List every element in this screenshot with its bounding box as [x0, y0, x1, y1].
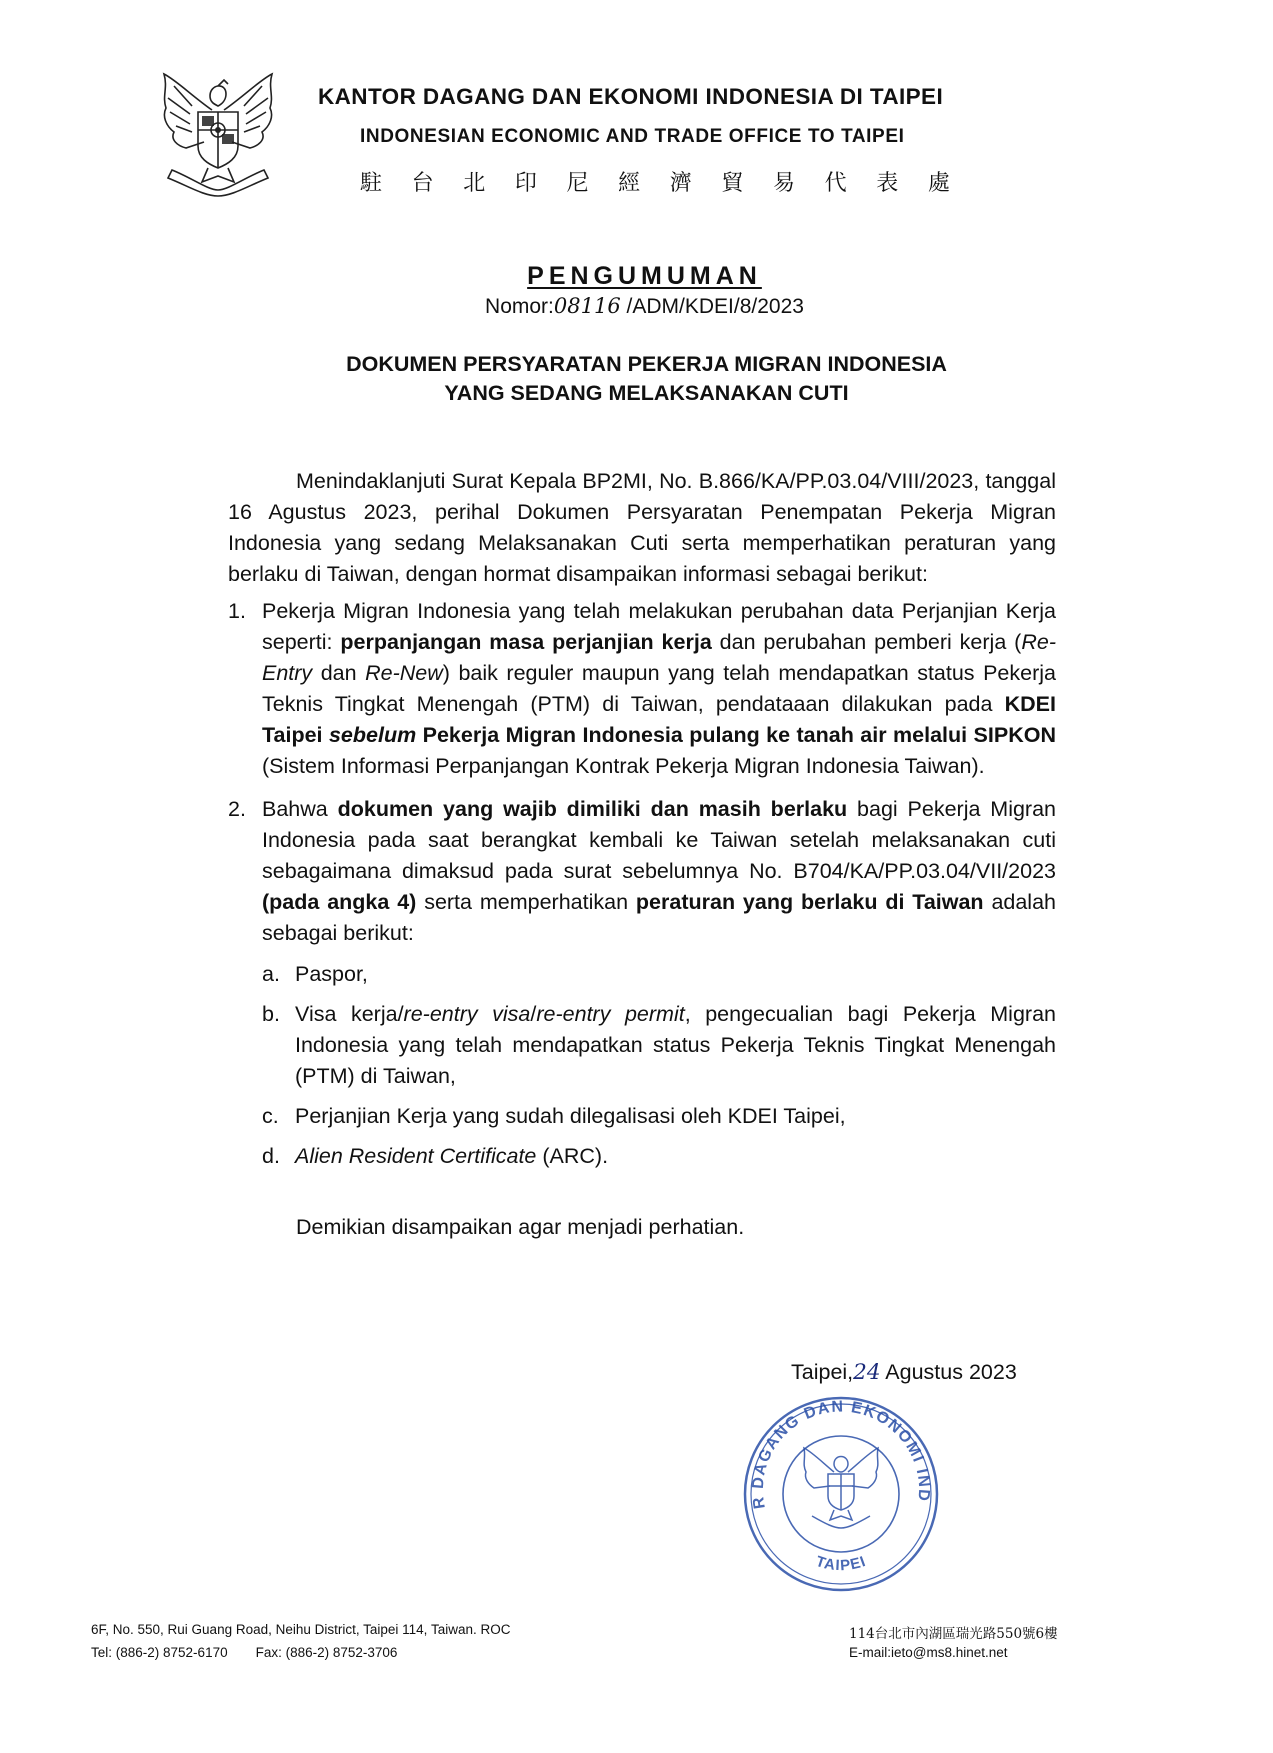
sub-item-d — [228, 1141, 1056, 1172]
bold-text: KDEI Taipei — [262, 692, 1056, 747]
text: (Sistem Informasi Perpanjangan Kontrak Pekerja Migran Indonesia Taiwan). — [262, 754, 985, 778]
garuda-emblem-icon — [152, 66, 284, 198]
text: serta memperhatikan — [416, 890, 636, 914]
footer-tel: Tel: (886-2) 8752-6170 — [91, 1645, 228, 1660]
italic-text: Re-Entry — [262, 630, 1056, 685]
chinese-char: 北 — [463, 171, 486, 196]
month-year-text: Agustus 2023 — [880, 1360, 1017, 1384]
sub-item-a — [228, 959, 1056, 990]
sub-letter: a. — [262, 962, 280, 986]
announcement-title-text: PENGUMUMAN — [527, 262, 762, 290]
text: dan — [312, 661, 366, 685]
chinese-char: 代 — [824, 171, 847, 196]
chinese-char: 表 — [876, 171, 899, 196]
text: Visa kerja/ — [295, 1002, 404, 1026]
bold-text: perpanjangan masa perjanjian kerja — [340, 630, 712, 654]
sub-item-c — [228, 1101, 1056, 1132]
list-number: 2. — [228, 797, 246, 821]
place-text: Taipei, — [791, 1360, 854, 1384]
number-suffix: /ADM/KDEI/8/2023 — [626, 295, 804, 318]
bold-italic-text: sebelum — [328, 723, 417, 747]
office-name-english: INDONESIAN ECONOMIC AND TRADE OFFICE TO TAIPEI — [360, 126, 905, 147]
number-prefix: Nomor: — [485, 295, 554, 318]
sub-item-b — [228, 999, 1056, 1092]
text: Paspor, — [295, 962, 368, 986]
bold-text: peraturan yang berlaku di Taiwan — [635, 890, 984, 914]
subject-line-2: YANG SEDANG MELAKSANAKAN CUTI — [444, 381, 849, 405]
svg-text:KANTOR DAGANG DAN EKONOMI INDO — [734, 1382, 932, 1510]
bold-text: Pekerja Migran Indonesia pulang ke tanah air melalui SIPKON — [416, 723, 1056, 747]
text: dan perubahan pemberi kerja ( — [711, 630, 1022, 654]
text: (ARC). — [536, 1144, 609, 1168]
bold-text: dokumen yang wajib dimiliki dan masih berlaku — [337, 797, 848, 821]
list-number: 1. — [228, 599, 246, 623]
text: Bahwa — [262, 797, 338, 821]
chinese-char: 濟 — [669, 171, 692, 196]
sub-letter: c. — [262, 1104, 279, 1128]
list-item-1 — [228, 596, 1056, 782]
chinese-char: 經 — [618, 171, 641, 196]
number-handwritten: 08116 — [553, 294, 621, 318]
office-name-chinese — [360, 166, 950, 197]
sub-letter: b. — [262, 1002, 280, 1026]
text: / — [530, 1002, 537, 1026]
intro-paragraph: Menindaklanjuti Surat Kepala BP2MI, No. B.866/KA/PP.03.04/VIII/2023, tanggal 16 Agustus 2023, perihal Dokumen Persyaratan Penempatan Pekerja Migran Indonesia yang sedang Melaksanakan Cuti serta memperhatikan peraturan yang berlaku di Taiwan, dengan hormat disampaikan informasi sebagai berikut: — [228, 469, 1056, 586]
italic-text: re-entry permit — [536, 1002, 685, 1026]
text: adalah sebagai berikut: — [262, 890, 1057, 945]
footer-phone-fax — [91, 1645, 397, 1660]
chinese-char: 尼 — [566, 171, 589, 196]
text: Perjanjian Kerja yang sudah dilegalisasi oleh KDEI Taipei, — [295, 1104, 846, 1128]
chinese-char: 處 — [927, 171, 950, 196]
chinese-char: 印 — [514, 171, 537, 196]
text: ) baik reguler maupun yang telah mendapatkan status Pekerja Teknis Tingkat Menengah (PTM) di Taiwan, pendataaan dilakukan pada — [262, 661, 1056, 716]
text: , pengecualian bagi Pekerja Migran Indonesia yang telah mendapatkan status Pekerja Teknis Tingkat Menengah (PTM) di Taiwan, — [295, 1002, 1056, 1088]
closing-sentence: Demikian disampaikan agar menjadi perhatian. — [296, 1215, 745, 1239]
chinese-char: 貿 — [721, 171, 744, 196]
chinese-char: 台 — [411, 171, 434, 196]
letter-body — [228, 466, 1056, 1243]
italic-text: re-entry visa — [403, 1002, 531, 1026]
subject-line-1: DOKUMEN PERSYARATAN PEKERJA MIGRAN INDONESIA — [346, 352, 947, 376]
bold-text: (pada angka 4) — [262, 890, 417, 914]
text: Pekerja Migran Indonesia yang telah melakukan perubahan data Perjanjian Kerja seperti: — [262, 599, 1056, 654]
footer-fax: Fax: (886-2) 8752-3706 — [255, 1645, 398, 1660]
svg-text:TAIPEI — [814, 1553, 869, 1574]
italic-text: Re-New — [365, 661, 443, 685]
announcement-number — [0, 294, 1273, 319]
office-name-indonesian: KANTOR DAGANG DAN EKONOMI INDONESIA DI TAIPEI — [318, 84, 944, 109]
list-item-2 — [228, 794, 1056, 949]
footer-email: E-mail:ieto@ms8.hinet.net — [849, 1645, 1008, 1660]
stamp-top-text: R DAGANG DAN EKONOMI IND — [749, 1398, 933, 1510]
sub-letter: d. — [262, 1144, 280, 1168]
stamp-bottom-text: TAIPEI — [813, 1552, 869, 1575]
announcement-title — [0, 262, 1273, 291]
chinese-char: 駐 — [360, 171, 383, 196]
footer-address-chinese: 114台北市內湖區瑞光路550號6樓 — [849, 1626, 1058, 1642]
footer-address-english: 6F, No. 550, Rui Guang Road, Neihu District, Taipei 114, Taiwan. ROC — [91, 1622, 511, 1637]
official-stamp — [734, 1382, 948, 1596]
text: bagi Pekerja Migran Indonesia pada saat berangkat kembali ke Taiwan setelah melaksanakan cuti sebagaimana dimaksud pada surat sebelumnya No. B704/KA/PP.03.04/VII/2023 — [262, 797, 1057, 883]
italic-text: Alien Resident Certificate — [295, 1144, 537, 1168]
day-handwritten: 24 — [853, 1360, 881, 1385]
stamp-garuda-icon — [804, 1448, 878, 1528]
chinese-char: 易 — [773, 171, 796, 196]
